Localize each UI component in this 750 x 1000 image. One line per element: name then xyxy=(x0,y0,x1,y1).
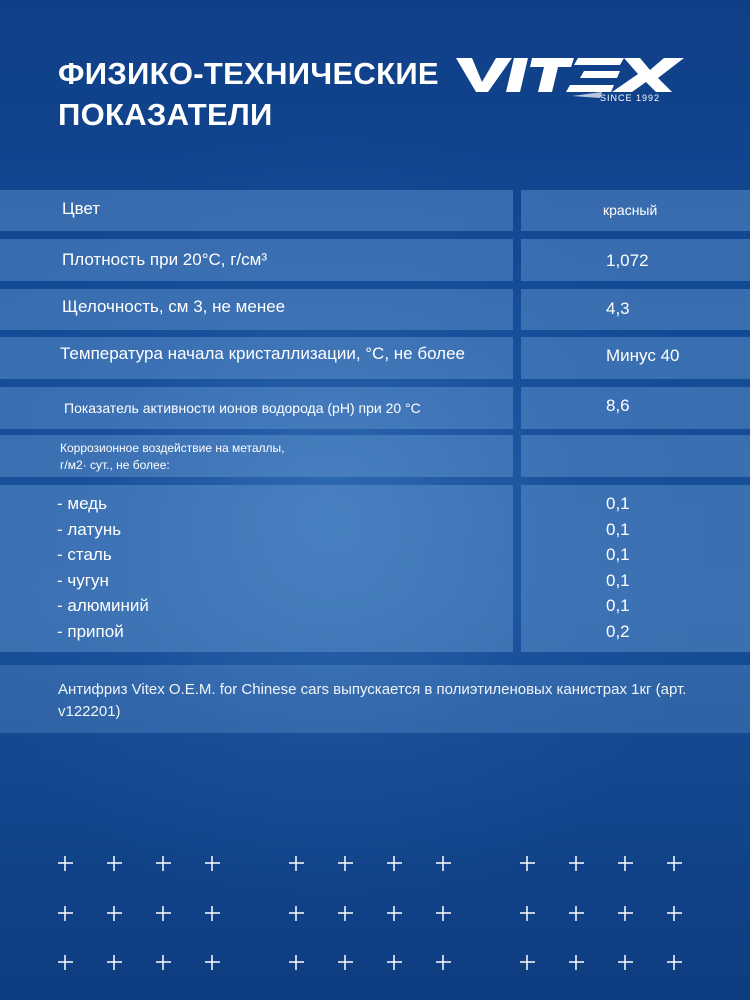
row-label-color: Цвет xyxy=(62,199,101,218)
plus-icon xyxy=(107,906,122,921)
row-label-crystallization: Температура начала кристаллизации, °С, не более xyxy=(60,344,465,363)
row-value-ph: 8,6 xyxy=(606,396,630,415)
plus-icon xyxy=(618,955,633,970)
row-label-ph: Показатель активности ионов водорода (pH) при 20 °С xyxy=(64,400,421,416)
plus-icon xyxy=(156,856,171,871)
plus-icon xyxy=(58,955,73,970)
plus-icon xyxy=(58,906,73,921)
row-label-alkalinity: Щелочность, см 3, не менее xyxy=(62,297,286,316)
plus-icon xyxy=(436,906,451,921)
metals-values xyxy=(606,491,630,644)
plus-icon xyxy=(156,906,171,921)
plus-icon xyxy=(618,856,633,871)
plus-icon xyxy=(156,955,171,970)
plus-icon xyxy=(436,955,451,970)
list-value-aluminum: 0,1 xyxy=(606,596,630,615)
list-item-cast-iron: - чугун xyxy=(57,570,109,590)
corrosion-heading-line-2: г/м2· сут., не более: xyxy=(60,458,170,472)
row-label-density: Плотность при 20°С, г/см³ xyxy=(62,250,267,269)
list-item-solder: - припой xyxy=(57,621,124,641)
plus-icon xyxy=(667,856,682,871)
row-band-ph-value xyxy=(521,387,750,429)
plus-icon xyxy=(107,955,122,970)
plus-icon xyxy=(520,955,535,970)
page-title xyxy=(58,53,439,135)
plus-icon xyxy=(58,856,73,871)
plus-icon xyxy=(338,906,353,921)
list-value-brass: 0,1 xyxy=(606,519,630,539)
plus-icon xyxy=(667,906,682,921)
row-band-metals-value xyxy=(521,485,750,652)
plus-icon xyxy=(289,906,304,921)
title-line-1: ФИЗИКО-ТЕХНИЧЕСКИЕ xyxy=(58,56,439,91)
plus-icon xyxy=(205,906,220,921)
plus-icon xyxy=(520,906,535,921)
list-item-copper: - медь xyxy=(57,494,107,513)
plus-icon xyxy=(289,955,304,970)
metals-list xyxy=(57,491,149,644)
title-line-2: ПОКАЗАТЕЛИ xyxy=(58,97,273,132)
list-value-cast-iron: 0,1 xyxy=(606,570,630,590)
plus-icon xyxy=(569,906,584,921)
list-item-aluminum: - алюминий xyxy=(57,596,149,615)
row-band-corrosion-value xyxy=(521,435,750,477)
footer-note: Антифриз Vitex O.E.M. for Chinese cars выпускается в полиэтиленовых канистрах 1кг (арт. v122201) xyxy=(58,681,687,720)
row-band-alkalinity-value xyxy=(521,289,750,330)
list-value-solder: 0,2 xyxy=(606,621,630,641)
list-value-copper: 0,1 xyxy=(606,494,630,513)
corrosion-heading-line-1: Коррозионное воздействие на металлы, xyxy=(60,441,285,455)
plus-icon xyxy=(387,906,402,921)
plus-icon xyxy=(107,856,122,871)
logo-since: SINCE 1992 xyxy=(600,93,661,103)
plus-icon xyxy=(569,856,584,871)
plus-icon xyxy=(387,856,402,871)
row-value-alkalinity: 4,3 xyxy=(606,299,630,318)
plus-icon xyxy=(618,906,633,921)
row-value-density: 1,072 xyxy=(606,251,649,270)
list-value-steel: 0,1 xyxy=(606,545,630,564)
list-item-brass: - латунь xyxy=(57,519,122,539)
corrosion-heading xyxy=(60,440,285,474)
row-value-color: красный xyxy=(603,202,658,218)
row-value-crystallization: Минус 40 xyxy=(606,346,680,365)
plus-icon xyxy=(205,955,220,970)
plus-icon xyxy=(667,955,682,970)
plus-icon xyxy=(338,955,353,970)
plus-icon xyxy=(205,856,220,871)
list-item-steel: - сталь xyxy=(57,545,112,564)
plus-icon xyxy=(436,856,451,871)
plus-icon xyxy=(289,856,304,871)
plus-icon xyxy=(338,856,353,871)
plus-icon xyxy=(387,955,402,970)
plus-icon xyxy=(520,856,535,871)
plus-icon xyxy=(569,955,584,970)
